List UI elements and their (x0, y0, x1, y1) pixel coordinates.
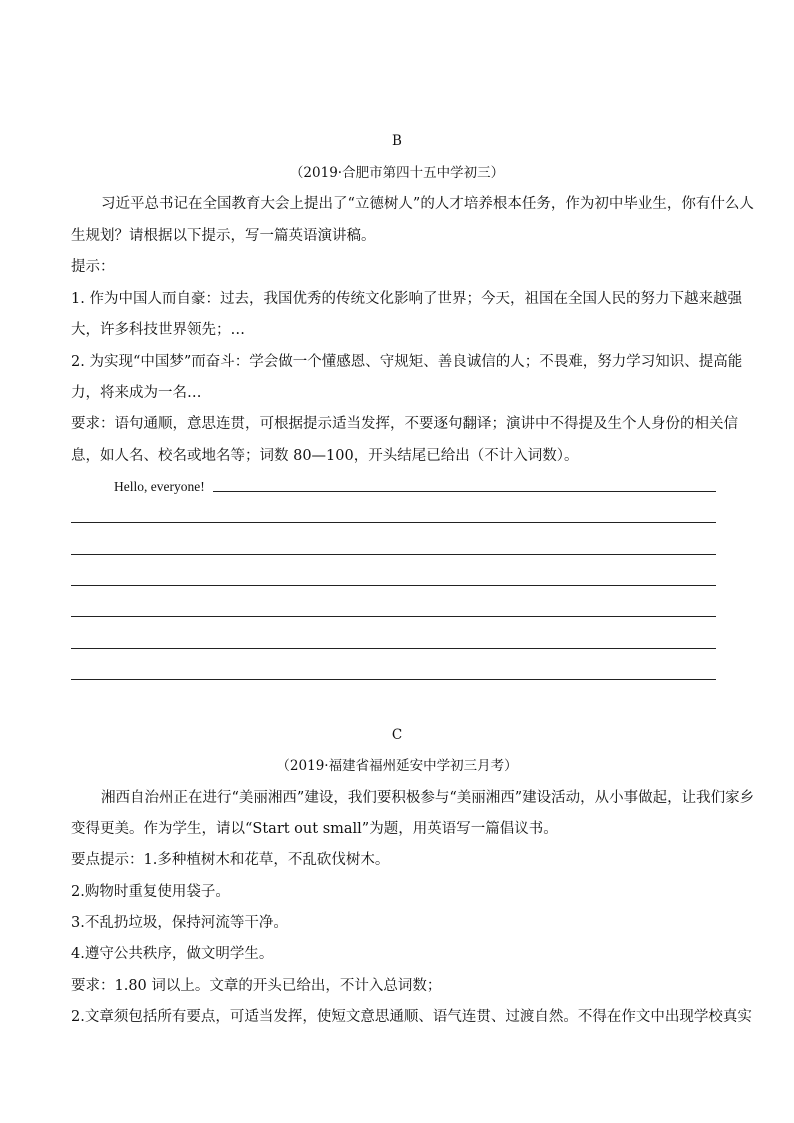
writing-line (71, 616, 716, 617)
section-b-intro-line1: 习近平总书记在全国教育大会上提出了“立德树人”的人才培养根本任务，作为初中毕业生，你有什么人 (101, 196, 754, 212)
writing-line (71, 648, 716, 649)
writing-line (71, 679, 716, 680)
writing-line (213, 491, 716, 492)
section-b-hint-title: 提示： (71, 259, 115, 275)
section-b-hint2-line1: 2. 为实现“中国梦”而奋斗：学会做一个懂感恩、守规矩、善良诚信的人；不畏难，努力学习知识、提高能 (71, 354, 743, 370)
section-b-hint1-line1: 1. 作为中国人而自豪：过去，我国优秀的传统文化影响了世界；今天，祖国在全国人民的努力下越来越强 (71, 291, 742, 307)
writing-line (71, 522, 716, 523)
section-c-letter: C (391, 727, 403, 743)
section-c-point1: 要点提示：1.多种植树木和花草，不乱砍伐树木。 (71, 852, 390, 868)
section-c-point3: 3.不乱扔垃圾，保持河流等干净。 (71, 915, 288, 931)
section-b-hint2-line2: 力，将来成为一名… (71, 385, 202, 401)
section-b-source: （2019·合肥市第四十五中学初三） (289, 165, 505, 181)
section-c-requirement2: 2.文章须包括所有要点，可适当发挥，使短文意思通顺、语气连贯、过渡自然。不得在作文中出现学校真实 (71, 1009, 752, 1025)
section-c-intro-line2: 变得更美。作为学生，请以“Start out small”为题，用英语写一篇倡议书。 (71, 821, 558, 837)
section-b-hint1-line2: 大，许多科技世界领先；… (71, 322, 245, 338)
section-b-intro-line2: 生规划？请根据以下提示，写一篇英语演讲稿。 (71, 228, 376, 244)
section-b-requirement-line2: 息，如人名、校名或地名等；词数 80—100，开头结尾已给出（不计入词数）。 (71, 448, 579, 464)
writing-line (71, 554, 716, 555)
section-c-requirement1: 要求：1.80 词以上。文章的开头已给出，不计入总词数； (71, 978, 442, 994)
section-b-letter: B (392, 133, 402, 149)
section-c-point2: 2.购物时重复使用袋子。 (71, 884, 230, 900)
section-c-intro-line1: 湘西自治州正在进行“美丽湘西”建设，我们要积极参与“美丽湘西”建设活动，从小事做起，让我们家乡 (101, 790, 755, 806)
section-c-point4: 4.遵守公共秩序，做文明学生。 (71, 946, 274, 962)
speech-greeting: Hello, everyone! (114, 479, 205, 494)
section-b-requirement-line1: 要求：语句通顺，意思连贯，可根据提示适当发挥，不要逐句翻译；演讲中不得提及生个人身份的相关信 (71, 416, 738, 432)
writing-line (71, 585, 716, 586)
section-c-source: （2019·福建省福州延安中学初三月考） (276, 758, 518, 774)
